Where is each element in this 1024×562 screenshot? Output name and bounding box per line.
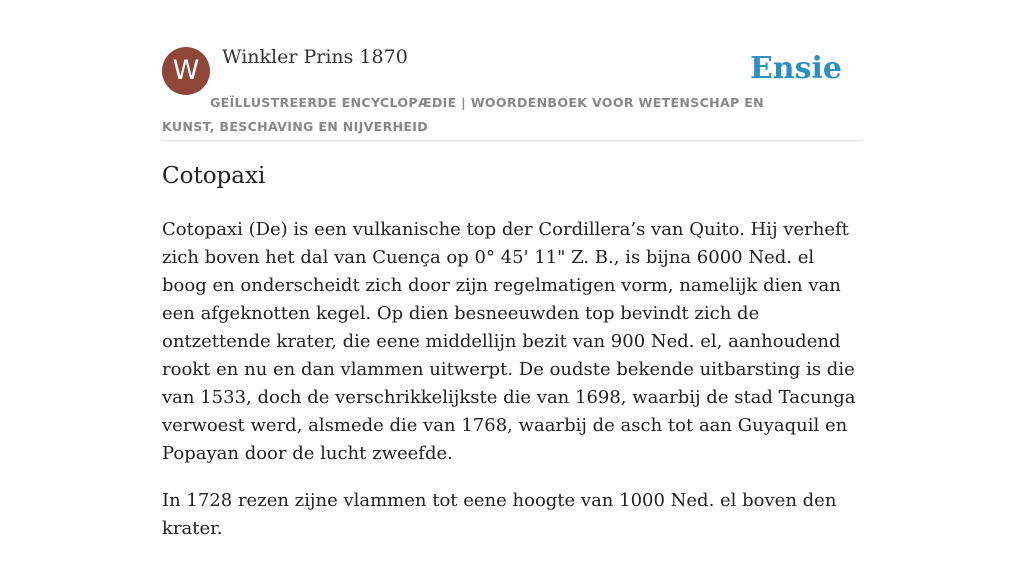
article-paragraph: In 1728 rezen zijne vlammen tot eene hoogte van 1000 Ned. el boven den krater. bbox=[162, 490, 837, 539]
article-paragraph: Cotopaxi (De) is een vulkanische top der Cordillera’s van Quito. Hij verheft zich boven het dal van Cuença op 0° 45' 11" Z. B., is bijna 6000 Ned. el boog en onderscheidt zich door zijn regelmatigen vorm, namelijk dien van een afgeknotten kegel. Op dien besneeuwden top bevindt zich de ontzettende krater, die eene middellijn bezit van 900 Ned. el, aanhoudend rookt en nu en dan vlammen uitwerpt. De oudste bekende uitbarsting is die van 1533, doch de verschrikkelijkste die van 1698, waarbij de stad Tacunga verwoest werd, alsmede die van 1768, waarbij de asch tot aan Guyaquil en Popayan door de lucht zweefde. bbox=[162, 219, 856, 464]
source-title[interactable]: Winkler Prins 1870 bbox=[222, 46, 408, 68]
article-title: Cotopaxi bbox=[162, 163, 266, 189]
brand-logo[interactable]: Ensie bbox=[749, 51, 842, 86]
source-header bbox=[162, 44, 862, 141]
source-subtitle: GEÏLLUSTREERDE ENCYCLOPÆDIE | WOORDENBOEK VOOR WETENSCHAP EN KUNST, BESCHAVING EN NIJVERHEID bbox=[162, 95, 764, 134]
avatar[interactable]: W bbox=[162, 47, 210, 95]
article-body bbox=[162, 216, 862, 562]
